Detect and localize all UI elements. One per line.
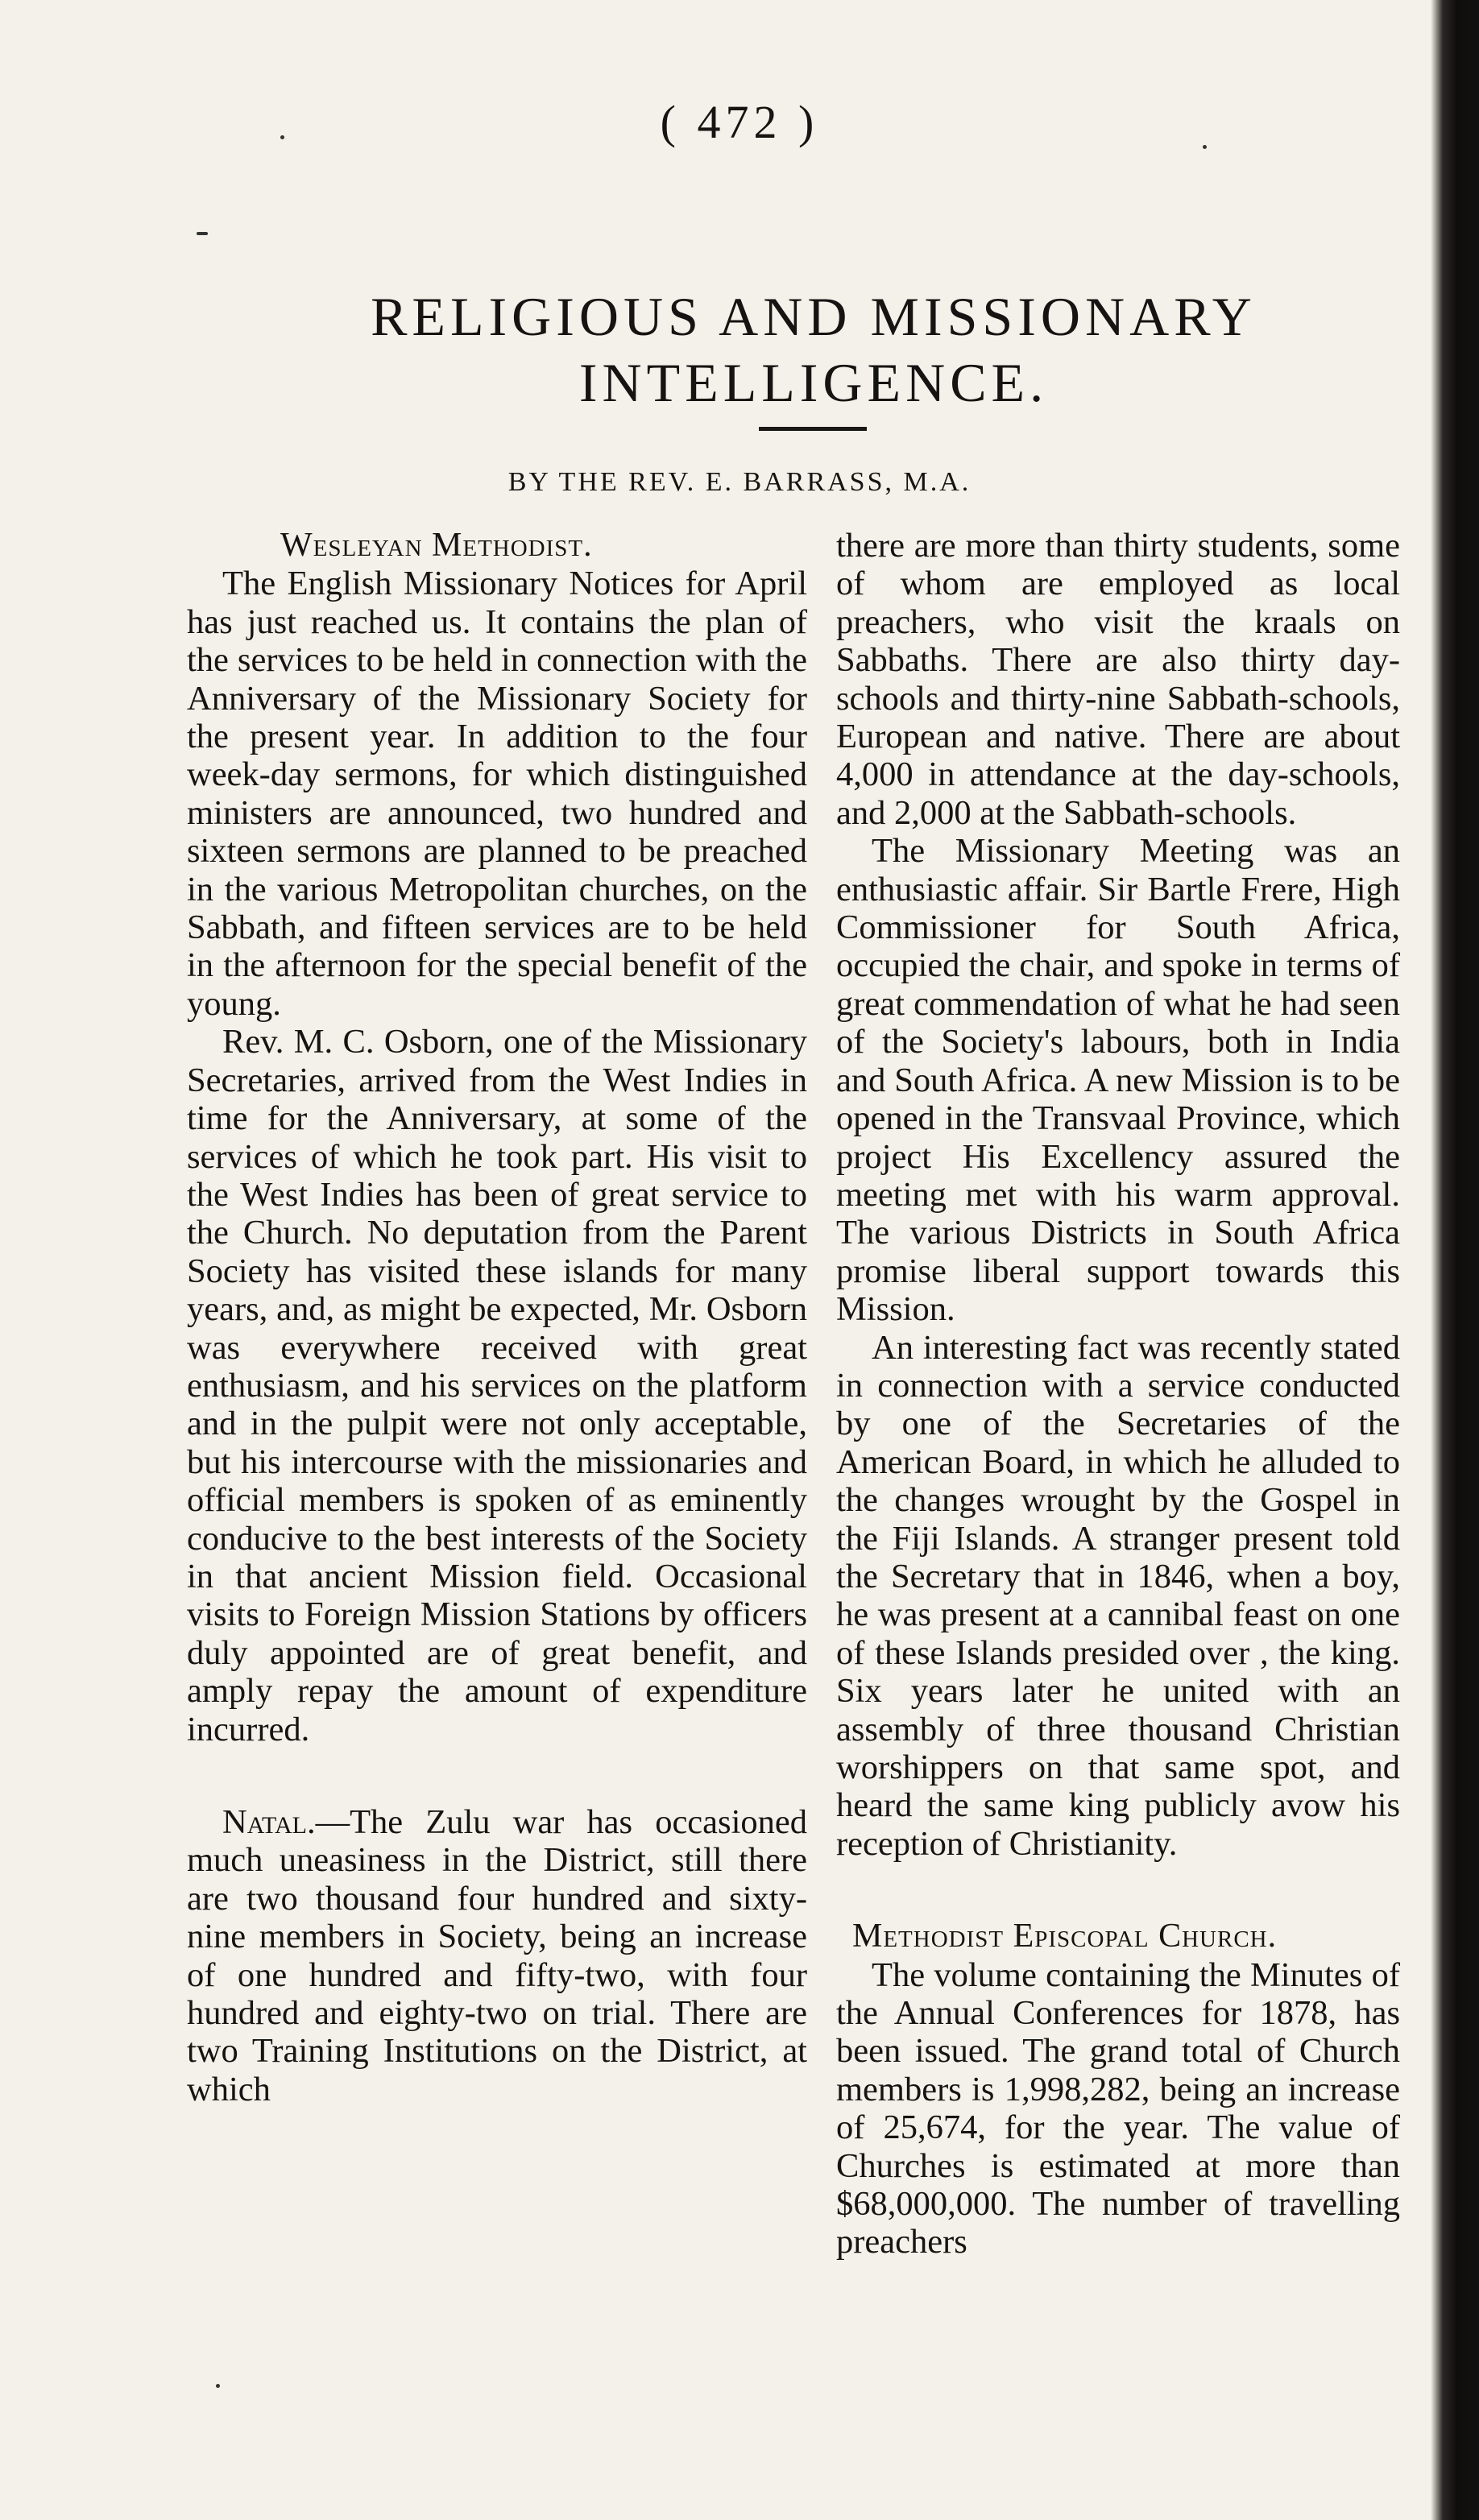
title-line-2: INTELLIGENCE. — [578, 352, 1049, 413]
page-number: ( 472 ) — [660, 96, 819, 148]
article-title — [242, 283, 1386, 416]
section-heading-wesleyan: Wesleyan Methodist. — [280, 527, 593, 564]
section-gap — [836, 1863, 1400, 1918]
natal-text: —The Zulu war has occasioned much uneasiness in the District, still there are two thousand four hundred and sixty-nine members in Society, being an increase of one hundred and fifty-two, with four hundred and eighty-two on trial. There are two Training Institutions on the District, at which — [187, 1803, 807, 2108]
section-heading-methodist-episcopal: Methodist Episcopal Church. — [852, 1918, 1278, 1955]
right-column — [836, 527, 1400, 2261]
scan-binding-edge — [1431, 0, 1479, 2520]
paragraph: Rev. M. C. Osborn, one of the Missionary Secretaries, arrived from the West Indies in time for the Anniversary, at some of the services of which he took part. His visit to the West Indies has been of great service to the Church. No deputation from the Parent Society has visited these islands for many years, and, as might be expected, Mr. Osborn was everywhere received with great enthusiasm, and his services on the platform and in the pulpit were not only acceptable, but his intercourse with the missionaries and official members is spoken of as eminently conducive to the best interests of the Society in that ancient Mission field. Occasional visits to Foreign Mission Stations by officers duly appointed are of great benefit, and amply repay the amount of expenditure incurred. — [187, 1023, 807, 1748]
speck — [216, 2384, 220, 2388]
paragraph-natal — [187, 1803, 807, 2108]
natal-lead: Natal. — [222, 1803, 316, 1841]
byline: BY THE REV. E. BARRASS, M.A. — [508, 467, 972, 497]
paragraph: The Missionary Meeting was an enthusiastic affair. Sir Bartle Frere, High Commissioner for South Africa, occupied the chair, and spoke in terms of great commendation of what he had seen of the Society's labours, both in India and South Africa. A new Mission is to be opened in the Transvaal Province, which project His Excellency assured the meeting met with his warm approval. The various Districts in South Africa promise liberal support towards this Mission. — [836, 832, 1400, 1329]
paragraph: The English Missionary Notices for April has just reached us. It contains the plan of the services to be held in connection with the Anniversary of the Missionary Society for the present year. In addition to the four week-day sermons, for which distinguished ministers are announced, two hundred and sixteen sermons are planned to be preached in the various Metropolitan churches, on the Sabbath, and fifteen services are to be held in the afternoon for the special benefit of the young. — [187, 565, 807, 1023]
paragraph-continued: there are more than thirty students, some of whom are employed as local preachers, who visit the kraals on Sabbaths. There are also thirty day-schools and thirty-nine Sabbath-schools, European and native. There are about 4,000 in attendance at the day-schools, and 2,000 at the Sabbath-schools. — [836, 527, 1400, 832]
left-column — [187, 527, 807, 2108]
title-rule — [759, 427, 867, 431]
paragraph: An interesting fact was recently stated in connection with a service conducted by one of the Secretaries of the American Board, in which he alluded to the changes wrought by the Gospel in the Fiji Islands. A stranger present told the Secretary that in 1846, when a boy, he was present at a cannibal feast on one of these Islands presided over , the king. Six years later he united with an assembly of three thousand Christian worshippers on that same spot, and heard the same king publicly avow his reception of Christianity. — [836, 1328, 1400, 1863]
paragraph: The volume containing the Minutes of the Annual Conferences for 1878, has been issued. The grand total of Church members is 1,998,282, being an increase of 25,674, for the year. The value of Churches is estimated at more than $68,000,000. The number of travelling preachers — [836, 1955, 1400, 2261]
section-gap — [187, 1748, 807, 1803]
title-line-1: RELIGIOUS AND MISSIONARY — [371, 286, 1257, 347]
speck — [197, 232, 208, 235]
